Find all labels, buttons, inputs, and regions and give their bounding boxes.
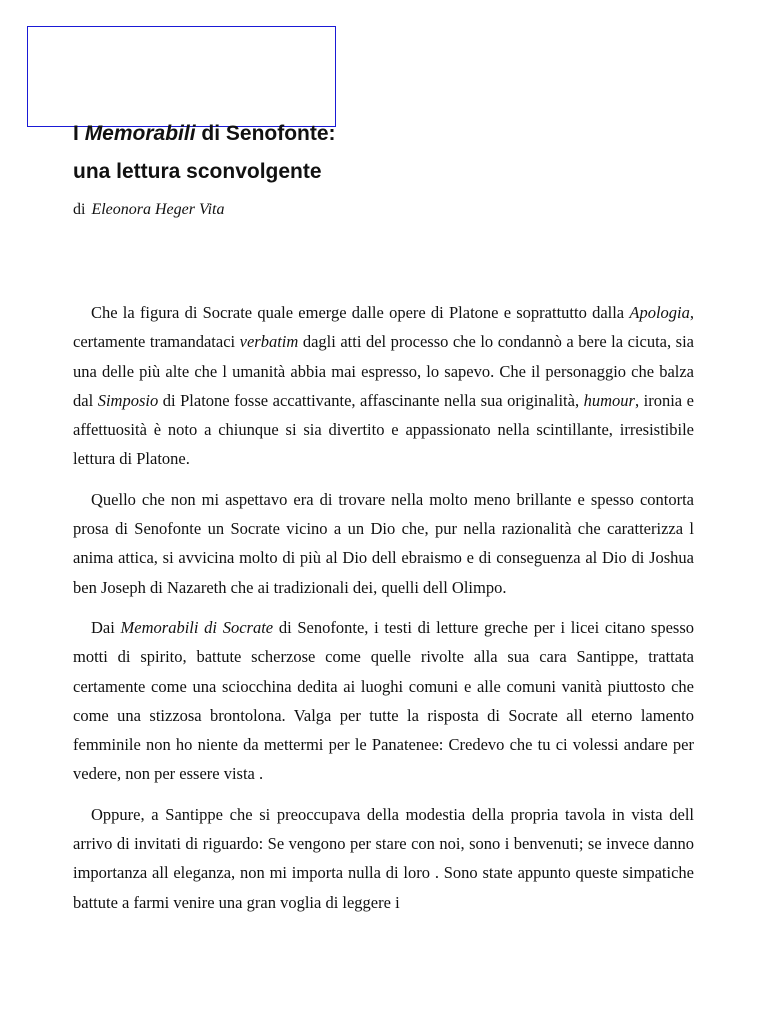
frame-box: [27, 26, 336, 127]
author-name: Eleonora Heger Vita: [91, 201, 225, 218]
paragraph: [73, 613, 694, 789]
paragraph: [73, 800, 694, 917]
byline-prefix: di: [73, 201, 86, 218]
text-run: , ironia e affettuosità è noto a chiunque si sia divertito e appassionato nella scintillante, irresistibile lettura di Platone.: [73, 390, 694, 469]
italic-text: humour: [583, 390, 635, 410]
text-run: di Platone fosse accattivante, affascinante nella sua originalità,: [158, 390, 584, 410]
paragraph: [73, 298, 694, 474]
page-subtitle: una lettura sconvolgente: [73, 160, 322, 183]
paragraph: [73, 485, 694, 602]
text-run: , certamente tramandataci: [73, 303, 694, 352]
byline: [73, 200, 224, 220]
article-body: [73, 298, 694, 928]
text-run: di Senofonte, i testi di letture greche per i licei citano spesso motti di spirito, battute scherzose come quelle rivolte alla sua cara Santippe, trattata certamente come una sciocchina dedita ai luoghi comuni e alle comuni vanità piuttosto che come una stizzosa brontolona. Valga per tutte la risposta di Socrate all eterno lamento femminile non ho niente da mettermi per le Panatenee: Credevo che tu ci volessi andare per vedere, non per essere vista .: [73, 617, 695, 784]
text-run: Oppure, a Santippe che si preoccupava della modestia della propria tavola in vista dell arrivo di invitati di riguardo: Se vengono per stare con noi, sono i benvenuti; se invece danno importanza all eleganza, non mi importa nulla di loro . Sono state appunto queste simpatiche battute a farmi venire una gran voglia di leggere i: [73, 804, 694, 912]
italic-text: Simposio: [97, 390, 159, 410]
title-suffix: di Senofonte:: [201, 122, 336, 145]
italic-text: verbatim: [239, 332, 299, 352]
title-prefix: I: [73, 122, 79, 145]
title-italic: Memorabili: [84, 122, 196, 145]
text-run: Dai: [91, 617, 121, 637]
text-run: Che la figura di Socrate quale emerge dalle opere di Platone e soprattutto dalla: [91, 303, 630, 322]
italic-text: Apologia: [629, 303, 690, 322]
italic-text: Memorabili di Socrate: [120, 617, 274, 637]
text-run: Quello che non mi aspettavo era di trovare nella molto meno brillante e spesso contorta prosa di Senofonte un Socrate vicino a un Dio che, pur nella razionalità che caratterizza l anima attica, si avvicina molto di più al Dio dell ebraismo e di conseguenza al Dio di Joshua ben Joseph di Nazareth che ai tradizionali dei, quelli dell Olimpo.: [73, 489, 694, 597]
page-title: [73, 122, 336, 146]
text-run: dagli atti del processo che lo condannò a bere la cicuta, sia una delle più alte che l umanità abbia mai espresso, lo sapevo. Che il personaggio che balza dal: [73, 332, 694, 410]
